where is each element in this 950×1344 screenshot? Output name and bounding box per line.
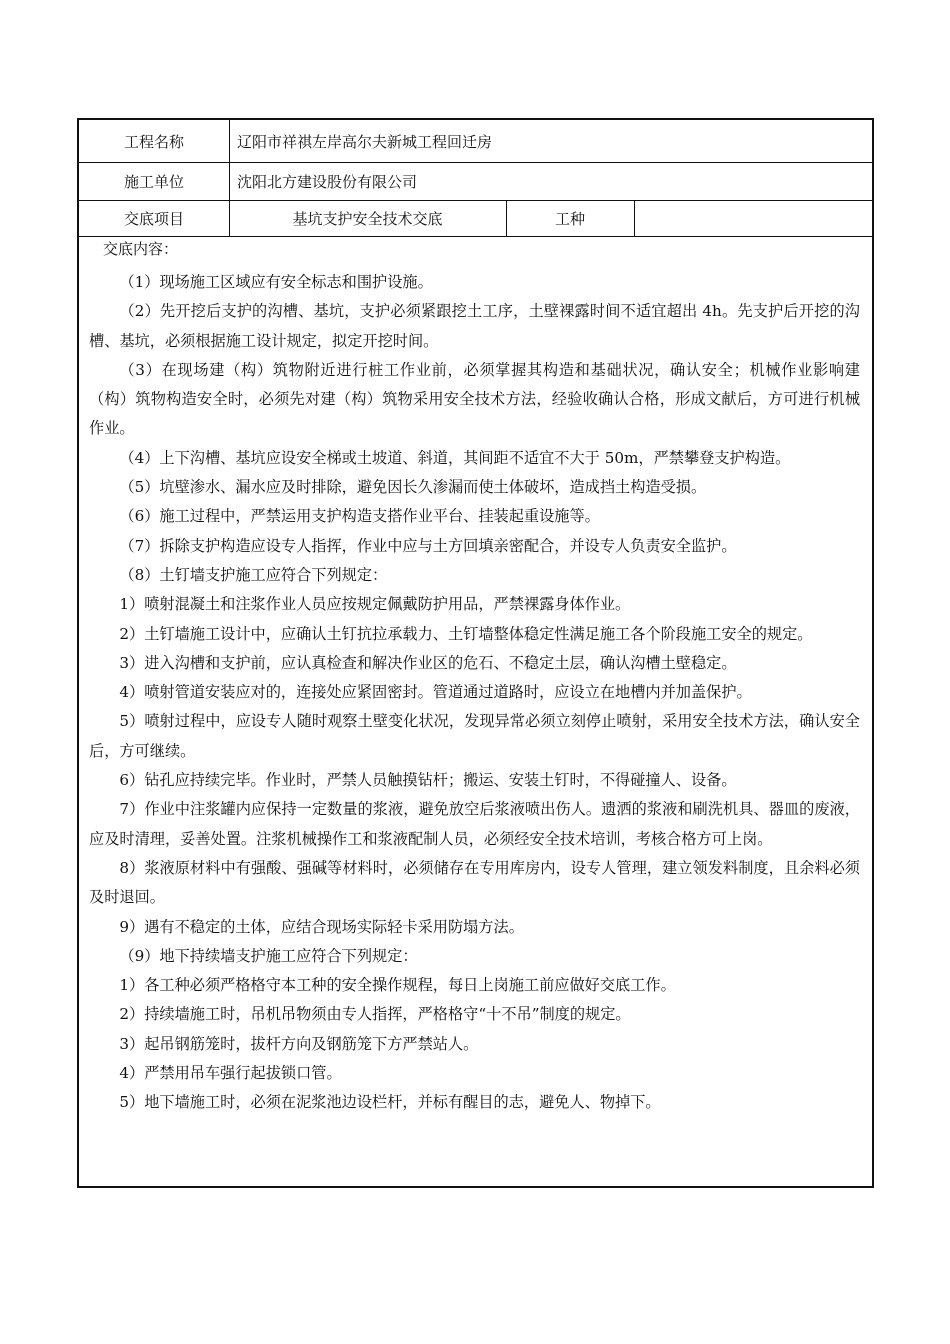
paragraph: 6）钻孔应持续完毕。作业时，严禁人员触摸钻杆；搬运、安装土钉时，不得碰撞人、设备。 xyxy=(119,771,737,790)
item-row xyxy=(79,200,872,237)
paragraph: 1）喷射混凝土和注浆作业人员应按规定佩戴防护用品，严禁裸露身体作业。 xyxy=(119,595,631,614)
content-paragraphs xyxy=(89,268,860,1118)
paragraph: 5）地下墙施工时，必须在泥浆池边设栏杆，并标有醒目的志，避免人、物掉下。 xyxy=(119,1093,661,1112)
paragraph: 3）进入沟槽和支护前，应认真检查和解决作业区的危石、不稳定土层，确认沟槽土壁稳定。 xyxy=(119,653,737,672)
paragraph: （6）施工过程中，严禁运用支护构造支搭作业平台、挂装起重设施等。 xyxy=(119,507,600,526)
column-divider xyxy=(229,120,230,162)
project-name-label: 工程名称 xyxy=(123,132,184,151)
paragraph: （2）先开挖后支护的沟槽、基坑，支护必须紧跟挖土工序，土壁裸露时间不适宜超出 4h。先支护后开挖的沟槽、基坑，必须根据施工设计规定，拟定开挖时间。 xyxy=(89,302,860,350)
item-value: 基坑支护安全技术交底 xyxy=(292,209,443,228)
contractor-row xyxy=(79,162,872,201)
item-label: 交底项目 xyxy=(123,209,184,228)
paragraph: 9）遇有不稳定的土体，应结合现场实际轻卡采用防塌方法。 xyxy=(119,917,524,936)
paragraph: 3）起吊钢筋笼时，拔杆方向及钢筋笼下方严禁站人。 xyxy=(119,1034,479,1053)
paragraph: 8）浆液原材料中有强酸、强碱等材料时，必须储存在专用库房内，设专人管理，建立领发料制度，且余料必须及时退回。 xyxy=(89,858,860,907)
disclosure-form xyxy=(77,118,874,1188)
paragraph: 5）喷射过程中，应设专人随时观察土壁变化状况，发现异常必须立刻停止喷射，采用安全技术方法，确认安全后，方可继续。 xyxy=(89,712,860,760)
paragraph: （7）拆除支护构造应设专人指挥，作业中应与土方回填亲密配合，并设专人负责安全监护。 xyxy=(119,536,737,555)
paragraph: （9）地下持续墙支护施工应符合下列规定： xyxy=(119,946,418,965)
paragraph: （8）土钉墙支护施工应符合下列规定： xyxy=(119,565,388,584)
project-name-row xyxy=(79,120,872,163)
paragraph: （5）坑壁渗水、漏水应及时排除，避免因长久渗漏而使土体破坏，造成挡土构造受损。 xyxy=(119,478,707,497)
paragraph: （1）现场施工区域应有安全标志和围护设施。 xyxy=(119,273,433,291)
content-heading: 交底内容： xyxy=(103,240,179,258)
paragraph: 2）土钉墙施工设计中，应确认土钉抗拉承载力、土钉墙整体稳定性满足施工各个阶段施工安全的规定。 xyxy=(119,624,813,643)
contractor-label: 施工单位 xyxy=(123,172,184,191)
project-name-value: 辽阳市祥祺左岸高尔夫新城工程回迁房 xyxy=(237,132,493,151)
paragraph: 1）各工种必须严格格守本工种的安全操作规程，每日上岗施工前应做好交底工作。 xyxy=(119,976,676,995)
disclosure-content xyxy=(79,236,872,1186)
paragraph: 7）作业中注浆罐内应保持一定数量的浆液，避免放空后浆液喷出伤人。遗洒的浆液和刷洗机具、器皿的废液，应及时清理，妥善处置。注浆机械操作工和浆液配制人员，必须经安全技术培训，考核合格方可上岗。 xyxy=(89,800,860,848)
column-divider xyxy=(229,162,230,200)
paragraph: （4）上下沟槽、基坑应设安全梯或土坡道、斜道，其间距不适宜不大于 50m，严禁攀登支护构造。 xyxy=(119,448,791,467)
paragraph: 4）喷射管道安装应对的，连接处应紧固密封。管道通过道路时，应设立在地槽内并加盖保护。 xyxy=(119,683,752,702)
trade-label: 工种 xyxy=(554,209,585,228)
paragraph: （3）在现场建（构）筑物附近进行桩工作业前，必须掌握其构造和基础状况，确认安全；机械作业影响建（构）筑物构造安全时，必须先对建（构）筑物采用安全技术方法，经验收确认合格，形成文献后，方可进行机械作业。 xyxy=(89,360,860,438)
contractor-value: 沈阳北方建设股份有限公司 xyxy=(237,172,418,191)
column-divider xyxy=(634,200,635,236)
paragraph: 4）严禁用吊车强行起拔锁口管。 xyxy=(119,1064,342,1083)
paragraph: 2）持续墙施工时，吊机吊物须由专人指挥，严格格守“十不吊”制度的规定。 xyxy=(119,1005,631,1024)
